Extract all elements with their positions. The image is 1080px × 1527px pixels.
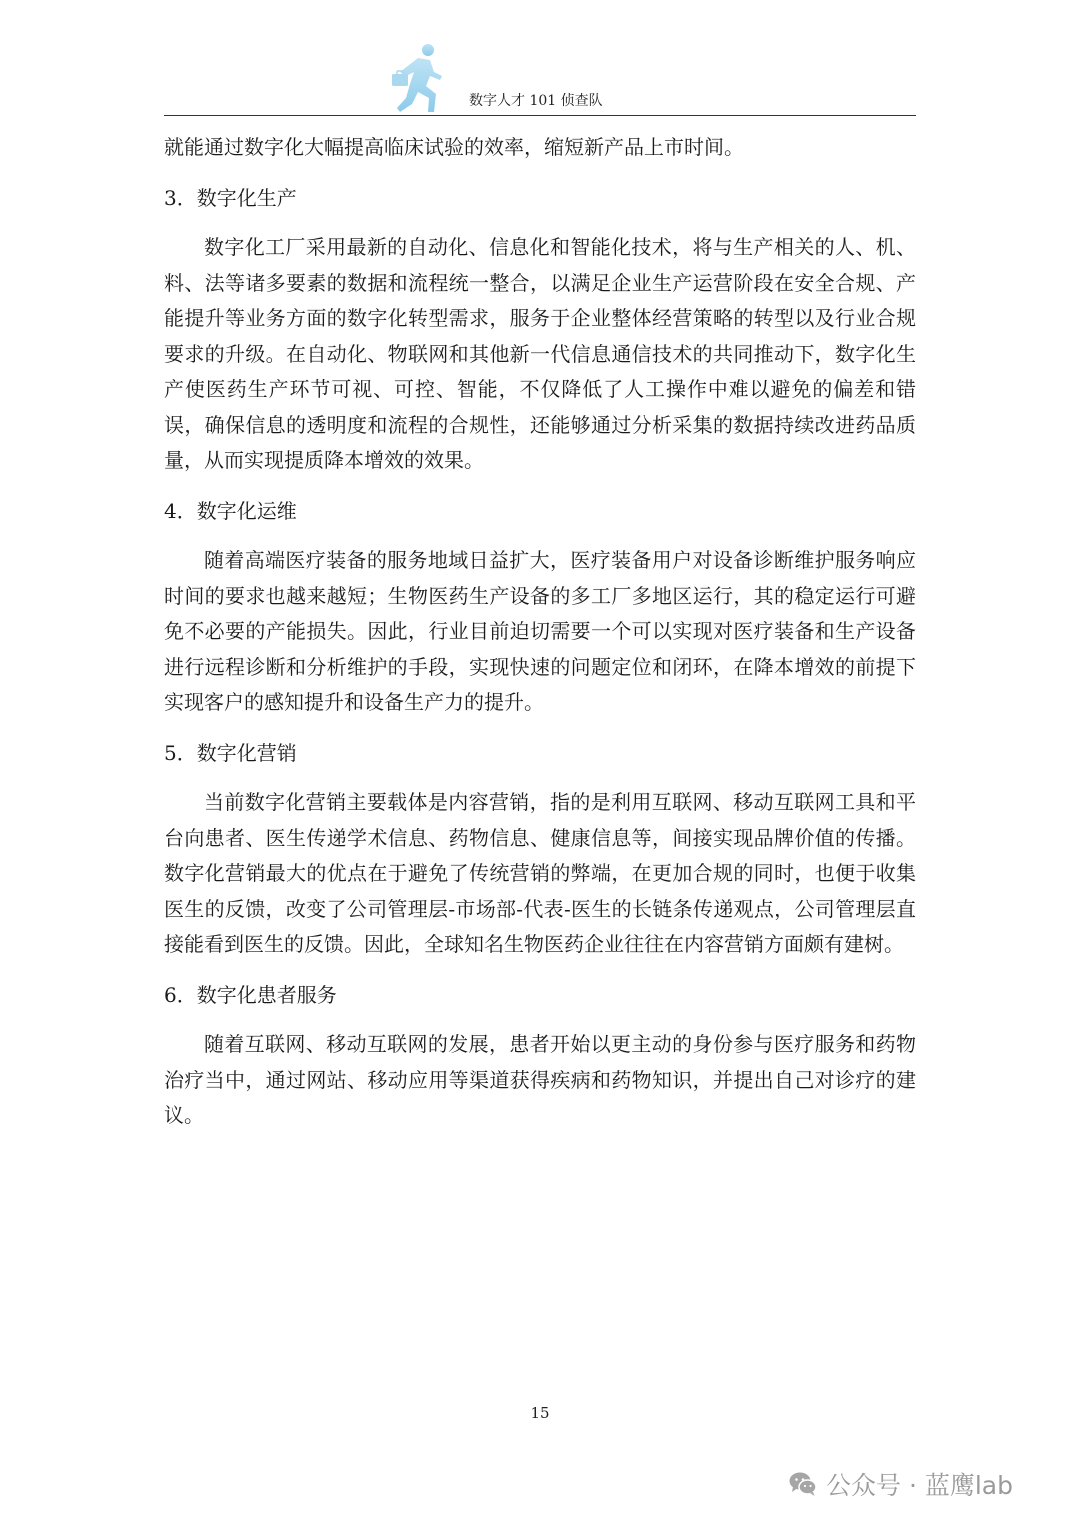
section-heading-4: 4．数字化运维	[164, 498, 297, 523]
intro-paragraph: 就能通过数字化大幅提高临床试验的效率，缩短新产品上市时间。	[164, 135, 744, 159]
header-title: 数字人才 101 侦查队	[469, 93, 603, 109]
section-heading-6: 6．数字化患者服务	[164, 982, 337, 1007]
section-heading-5: 5．数字化营销	[164, 740, 297, 765]
watermark	[788, 1466, 1013, 1502]
watermark-text: 公众号 · 蓝鹰lab	[826, 1471, 1013, 1500]
section-body-4: 随着高端医疗装备的服务地域日益扩大，医疗装备用户对设备诊断维护服务响应时间的要求也越来越短；生物医药生产设备的多工厂多地区运行，其的稳定运行可避免不必要的产能损失。因此，行业目前迫切需要一个可以实现对医疗装备和生产设备进行远程诊断和分析维护的手段，实现快速的问题定位和闭环，在降本增效的前提下实现客户的感知提升和设备生产力的提升。	[164, 548, 916, 714]
page-header	[164, 40, 916, 116]
section-body-6: 随着互联网、移动互联网的发展，患者开始以更主动的身份参与医疗服务和药物治疗当中，通过网站、移动应用等渠道获得疾病和药物知识，并提出自己对诊疗的建议。	[164, 1032, 916, 1127]
wechat-icon	[788, 1470, 818, 1498]
section-body-5: 当前数字化营销主要载体是内容营销，指的是利用互联网、移动互联网工具和平台向患者、医生传递学术信息、药物信息、健康信息等，间接实现品牌价值的传播。数字化营销最大的优点在于避免了传统营销的弊端，在更加合规的同时，也便于收集医生的反馈，改变了公司管理层-市场部-代表-医生的长链条传递观点，公司管理层直接能看到医生的反馈。因此，全球知名生物医药企业往往在内容营销方面颇有建树。	[164, 790, 916, 956]
document-body	[164, 130, 916, 1134]
runner-with-briefcase-icon	[390, 42, 446, 116]
header-divider	[164, 115, 916, 116]
section-heading-3: 3．数字化生产	[164, 185, 297, 210]
page-number: 15	[530, 1404, 550, 1422]
section-body-3: 数字化工厂采用最新的自动化、信息化和智能化技术，将与生产相关的人、机、料、法等诸多要素的数据和流程统一整合，以满足企业生产运营阶段在安全合规、产能提升等业务方面的数字化转型需求，服务于企业整体经营策略的转型以及行业合规要求的升级。在自动化、物联网和其他新一代信息通信技术的共同推动下，数字化生产使医药生产环节可视、可控、智能，不仅降低了人工操作中难以避免的偏差和错误，确保信息的透明度和流程的合规性，还能够通过分析采集的数据持续改进药品质量，从而实现提质降本增效的效果。	[164, 235, 916, 472]
